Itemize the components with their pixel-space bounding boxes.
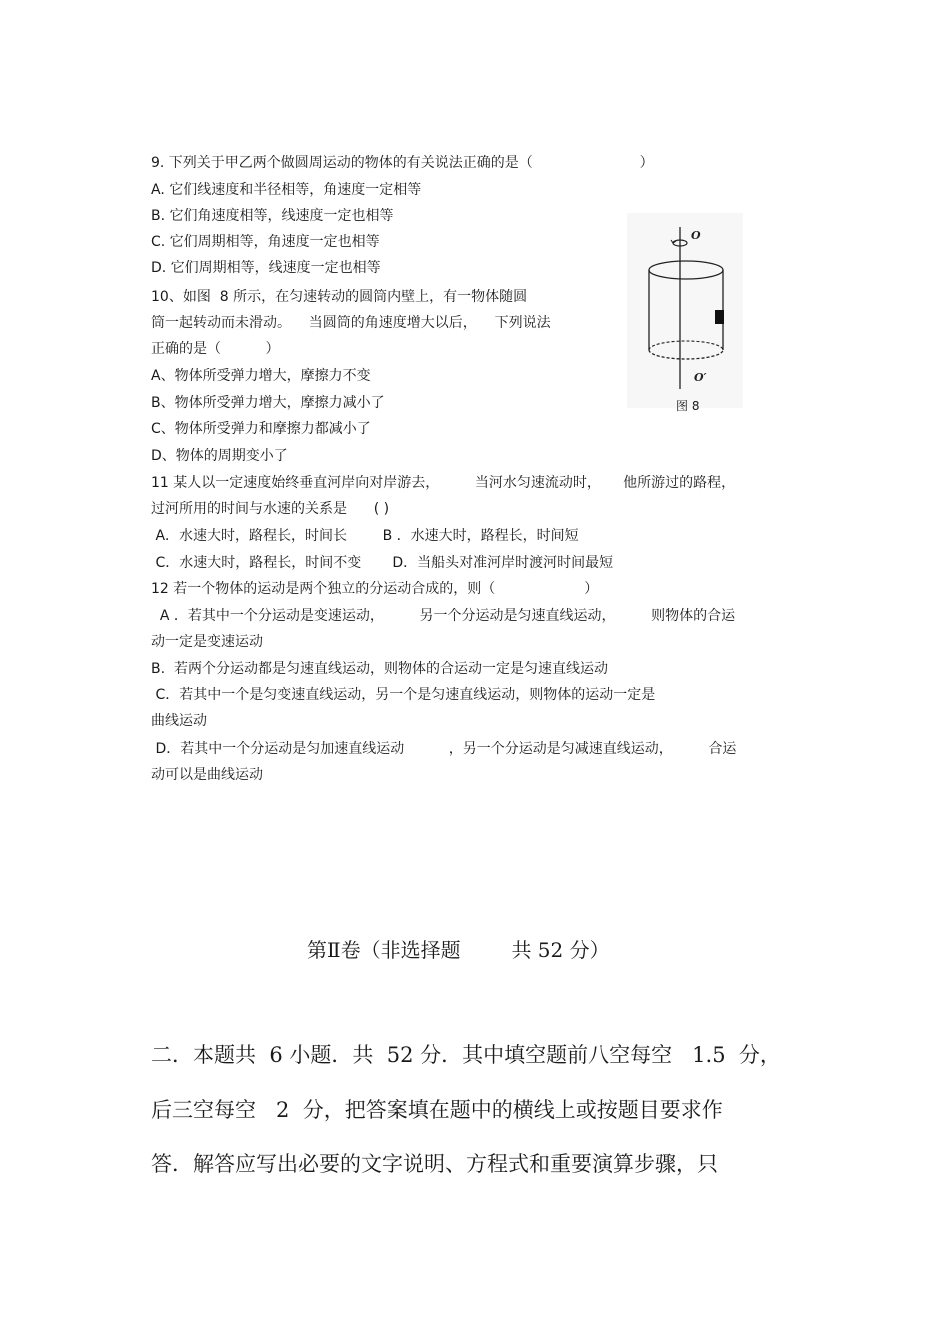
q12-stem: 12 若一个物体的运动是两个独立的分运动合成的，则（ ） [151,581,599,597]
q10-stem-line2: 筒一起转动而未滑动。 当圆筒的角速度增大以后， 下列说法 [151,315,551,331]
q12-option-d-line1: D．若其中一个分运动是匀加速直线运动 ，另一个分运动是匀减速直线运动， 合运 [151,741,737,757]
cylinder-bottom-rim [649,350,723,359]
q12-option-a-line2: 动一定是变速运动 [151,634,263,650]
q9-stem: 9. 下列关于甲乙两个做圆周运动的物体的有关说法正确的是（ ） [151,155,654,171]
q11-stem-line2: 过河所用的时间与水速的关系是 ( ) [151,501,390,517]
q10-option-b: B、物体所受弹力增大，摩擦力减小了 [151,395,385,411]
q12-option-a-line1: A ．若其中一个分运动是变速运动， 另一个分运动是匀速直线运动， 则物体的合运 [151,608,736,624]
axis-top-label: O [691,229,701,242]
q12-option-c-line1: C．若其中一个是匀变速直线运动，另一个是匀速直线运动，则物体的运动一定是 [151,687,656,703]
q12-option-d-line2: 动可以是曲线运动 [151,767,263,783]
q9-option-b: B. 它们角速度相等，线速度一定也相等 [151,208,394,224]
figure-8-caption: 图 8 [676,399,700,413]
figure-8-rotating-cylinder [627,213,743,408]
axis-bottom-label: O′ [694,371,707,384]
cylinder-diagram [627,213,743,408]
q10-stem-line1: 10、如图 8 所示，在匀速转动的圆筒内壁上，有一物体随圆 [151,289,528,305]
q10-option-c: C、物体所受弹力和摩擦力都减小了 [151,421,371,437]
q9-option-c: C. 它们周期相等，角速度一定也相等 [151,234,380,250]
q11-stem-line1: 11 某人以一定速度始终垂直河岸向对岸游去， 当河水匀速流动时， 他所游过的路程， [151,475,736,491]
section-2-title: 第Ⅱ卷（非选择题 共 52 分） [307,938,610,962]
q10-stem-line3: 正确的是（ ） [151,341,280,357]
q12-option-b: B. 若两个分运动都是匀速直线运动，则物体的合运动一定是匀速直线运动 [151,661,608,677]
section-2-instructions-line2: 后三空每空 2 分，把答案填在题中的横线上或按题目要求作 [151,1098,723,1122]
cylinder-top-rim [649,261,723,279]
q10-option-d: D、物体的周期变小了 [151,448,288,464]
q10-option-a: A、物体所受弹力增大，摩擦力不变 [151,368,371,384]
q12-option-c-line2: 曲线运动 [151,713,207,729]
block-on-wall [715,310,724,324]
q11-options-ab: A．水速大时，路程长，时间长 B ．水速大时，路程长，时间短 [151,528,579,544]
section-2-instructions-line3: 答．解答应写出必要的文字说明、方程式和重要演算步骤，只 [151,1152,718,1176]
q9-option-a: A. 它们线速度和半径相等，角速度一定相等 [151,182,422,198]
section-2-instructions-line1: 二．本题共 6 小题．共 52 分．其中填空题前八空每空 1.5 分， [151,1043,781,1067]
q9-option-d: D. 它们周期相等，线速度一定也相等 [151,260,381,276]
q11-options-cd: C．水速大时，路程长，时间不变 D．当船头对准河岸时渡河时间最短 [151,555,614,571]
